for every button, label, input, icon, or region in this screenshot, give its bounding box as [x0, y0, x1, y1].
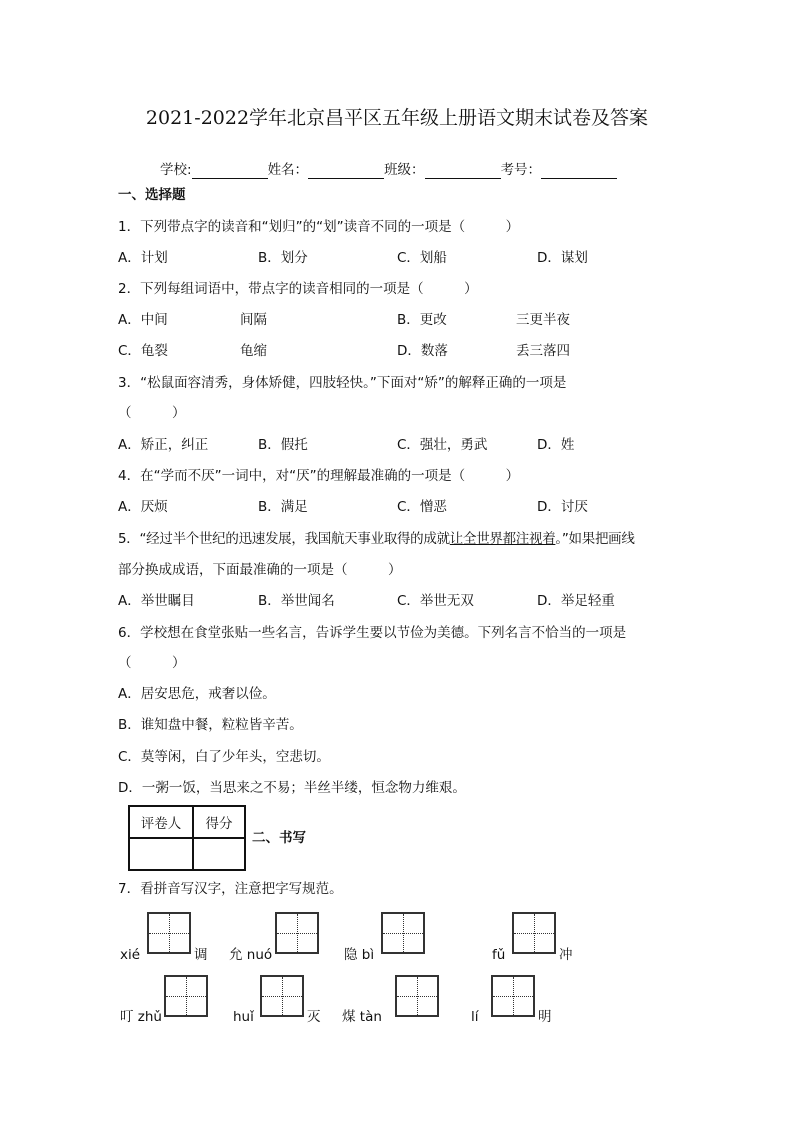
option: A．计划 — [118, 250, 168, 266]
pinyin-label: 叮 zhǔ — [120, 1009, 162, 1025]
option: B．满足 — [258, 499, 308, 515]
option: B．举世闻名 — [258, 593, 335, 609]
question-6: 6．学校想在食堂张贴一些名言，告诉学生要以节俭为美德。下列名言不恰当的一项是 — [118, 625, 627, 641]
question-1: 1．下列带点字的读音和“划归”的“划”读音不同的一项是（ ） — [118, 219, 520, 235]
option-word: 丢三落四 — [516, 343, 570, 359]
option: D．姓 — [537, 437, 575, 453]
option: C．憎恶 — [397, 499, 447, 515]
option: C．龟裂 — [118, 343, 168, 359]
option: A．矫正，纠正 — [118, 437, 209, 453]
name-label: 姓名： — [267, 162, 309, 178]
option: B．更改 — [397, 312, 447, 328]
class-label: 班级： — [384, 162, 425, 178]
pinyin-label: 允 nuó — [229, 947, 273, 963]
option: C．强壮，勇武 — [397, 437, 488, 453]
score-header: 得分 — [193, 806, 245, 838]
writing-grid[interactable] — [491, 975, 535, 1017]
option: C．划船 — [397, 250, 447, 266]
pinyin-label: xié — [120, 947, 141, 963]
class-field[interactable] — [425, 164, 501, 179]
question-5-cont: 部分换成成语，下面最准确的一项是（ ） — [118, 562, 402, 578]
char-label: 调 — [194, 947, 208, 963]
question-4: 4．在“学而不厌”一词中，对“厌”的理解最准确的一项是（ ） — [118, 468, 520, 484]
option: D．数落 — [397, 343, 448, 359]
option: D．一粥一饭，当思来之不易；半丝半缕，恒念物力维艰。 — [118, 780, 466, 796]
section-heading: 二、书写 — [252, 830, 306, 846]
score-cell — [193, 838, 245, 870]
option-word: 三更半夜 — [516, 312, 570, 328]
option-word: 龟缩 — [240, 343, 267, 359]
grader-header: 评卷人 — [129, 806, 193, 838]
name-field[interactable] — [308, 164, 384, 179]
pinyin-label: huǐ — [233, 1009, 254, 1025]
writing-grid[interactable] — [260, 975, 304, 1017]
option: D．举足轻重 — [537, 593, 615, 609]
question-2: 2．下列每组词语中，带点字的读音相同的一项是（ ） — [118, 281, 478, 297]
school-field[interactable] — [192, 164, 268, 179]
option: D．讨厌 — [537, 499, 588, 515]
writing-grid[interactable] — [164, 975, 208, 1017]
option: A．居安思危，戒奢以俭。 — [118, 686, 276, 702]
question-3: 3．“松鼠面容清秀，身体矫健，四肢轻快。”下面对“矫”的解释正确的一项是 — [118, 375, 567, 391]
char-label: 明 — [538, 1009, 552, 1025]
char-label: 冲 — [559, 947, 573, 963]
option: A．举世瞩目 — [118, 593, 195, 609]
writing-grid[interactable] — [275, 912, 319, 954]
pinyin-label: 隐 bì — [344, 947, 375, 963]
school-label: 学校: — [160, 162, 192, 178]
option: B．谁知盘中餐，粒粒皆辛苦。 — [118, 717, 303, 733]
section-heading: 一、选择题 — [118, 187, 186, 203]
stem-text: 5．“经过半个世纪的迅速发展，我国航天事业取得的成就 — [118, 531, 450, 547]
pinyin-label: fǔ — [492, 947, 506, 963]
writing-grid[interactable] — [381, 912, 425, 954]
number-label: 考号： — [500, 162, 542, 178]
option: A．中间 — [118, 312, 168, 328]
question-5 — [118, 530, 635, 548]
answer-paren: （ ） — [118, 405, 186, 421]
stem-text: 。”如果把画线 — [555, 531, 635, 547]
number-field[interactable] — [541, 164, 617, 179]
option: B．划分 — [258, 250, 308, 266]
page-title: 2021-2022学年北京昌平区五年级上册语文期末试卷及答案 — [145, 107, 649, 129]
writing-grid[interactable] — [512, 912, 556, 954]
score-table — [128, 805, 246, 871]
option: B．假托 — [258, 437, 308, 453]
option-word: 间隔 — [240, 312, 267, 328]
option: C．举世无双 — [397, 593, 474, 609]
option: C．莫等闲，白了少年头，空悲切。 — [118, 749, 330, 765]
pinyin-label: 煤 tàn — [342, 1009, 382, 1025]
grader-cell — [129, 838, 193, 870]
question-7: 7．看拼音写汉字，注意把字写规范。 — [118, 881, 343, 897]
underlined-phrase: 让全世界都注视着 — [449, 531, 556, 547]
answer-paren: （ ） — [118, 655, 186, 671]
pinyin-label: lí — [471, 1009, 479, 1025]
option: A．厌烦 — [118, 499, 168, 515]
char-label: 灭 — [307, 1009, 321, 1025]
option: D．谋划 — [537, 250, 588, 266]
student-info — [160, 161, 617, 179]
writing-grid[interactable] — [147, 912, 191, 954]
writing-grid[interactable] — [395, 975, 439, 1017]
